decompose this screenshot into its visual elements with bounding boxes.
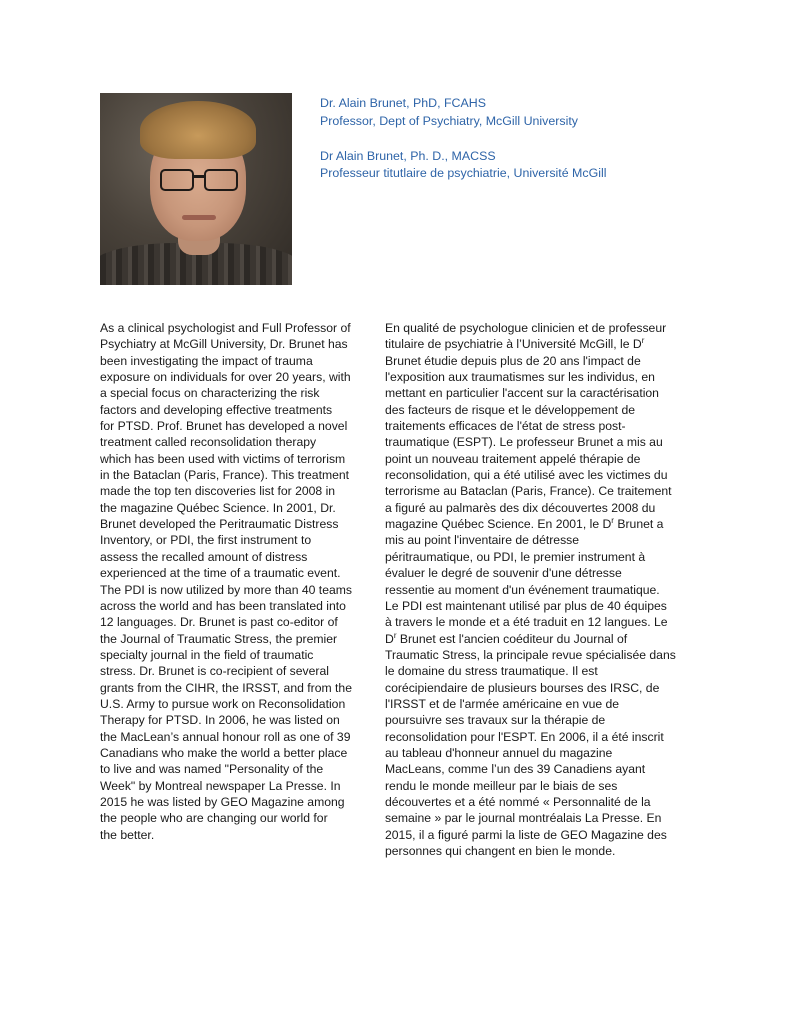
english-bio-line: been investigating the impact of trauma bbox=[100, 353, 313, 368]
english-bio-line: 2015 he was listed by GEO Magazine among bbox=[100, 794, 345, 809]
superscript-r: r bbox=[393, 630, 397, 640]
portrait-glasses-left bbox=[160, 169, 194, 191]
french-bio-line: péritraumatique, ou PDI, le premier instrument à bbox=[385, 549, 646, 564]
english-bio-line: U.S. Army to pursue work on Reconsolidation bbox=[100, 696, 346, 711]
french-bio-line: mettant en particulier l'accent sur la caractérisation bbox=[385, 386, 659, 401]
english-bio-line: experienced at the time of a traumatic event. bbox=[100, 566, 341, 581]
english-bio-line: Canadians who make the world a better place bbox=[100, 745, 348, 760]
french-bio-text: D bbox=[385, 631, 394, 646]
superscript-r: r bbox=[611, 516, 614, 526]
french-bio-line: traitements efficaces de l'état de stress post- bbox=[385, 419, 626, 434]
portrait-hair bbox=[140, 101, 256, 159]
english-bio-line: stress. Dr. Brunet is co-recipient of several bbox=[100, 664, 329, 679]
french-bio-line: à travers le monde et a été traduit en 12 langues. Le bbox=[385, 615, 668, 630]
french-bio-line: Brunet étudie depuis plus de 20 ans l'impact de bbox=[385, 353, 641, 368]
french-bio-line: le domaine du stress traumatique. Il est bbox=[385, 664, 598, 679]
english-bio-line: Psychiatry at McGill University, Dr. Brunet has bbox=[100, 337, 348, 352]
english-bio bbox=[100, 320, 372, 843]
french-bio-line: terrorisme au Bataclan (Paris, France). Ce traitement bbox=[385, 484, 672, 499]
english-bio-line: made the top ten discoveries list for 2008 in bbox=[100, 484, 336, 499]
french-bio-line: traumatique (ESPT). Le professeur Brunet a mis au bbox=[385, 435, 663, 450]
french-bio-line: évaluer le degré de souvenir d'une détresse bbox=[385, 566, 622, 581]
french-bio-text: Brunet est l'ancien coéditeur du Journal of bbox=[396, 631, 628, 646]
french-bio-line bbox=[385, 336, 685, 352]
french-bio-line: reconsolidation pour l'ESPT. En 2006, il a été inscrit bbox=[385, 729, 664, 744]
english-bio-line: factors and developing effective treatments bbox=[100, 402, 333, 417]
french-name: Dr Alain Brunet, Ph. D., MACSS bbox=[320, 148, 496, 163]
french-bio-line bbox=[385, 516, 685, 532]
portrait-mouth bbox=[182, 215, 216, 220]
french-bio-line: l'exposition aux traumatismes sur les individus, en bbox=[385, 370, 655, 385]
english-bio-line: As a clinical psychologist and Full Professor of bbox=[100, 321, 351, 335]
french-bio-line: personnes qui changent en bien le monde. bbox=[385, 844, 616, 858]
french-bio-line: des facteurs de risque et le développement de bbox=[385, 402, 636, 417]
english-bio-line: 12 languages. Dr. Brunet is past co-editor of bbox=[100, 615, 338, 630]
french-bio-line: point un nouveau traitement appelé thérapie de bbox=[385, 451, 641, 466]
english-title: Professor, Dept of Psychiatry, McGill University bbox=[320, 113, 578, 128]
french-title: Professeur titutlaire de psychiatrie, Université McGill bbox=[320, 166, 607, 180]
english-bio-line: across the world and has been translated into bbox=[100, 598, 346, 613]
superscript-r: r bbox=[641, 336, 645, 346]
english-bio-line: exposure on individuals for over 20 years, with bbox=[100, 370, 351, 385]
french-bio-line bbox=[385, 631, 685, 647]
french-bio-line: a figuré au palmarès des dix découvertes 2008 du bbox=[385, 500, 656, 515]
portrait-glasses-right bbox=[204, 169, 238, 191]
english-bio-line: Inventory, or PDI, the first instrument to bbox=[100, 533, 312, 548]
english-bio-line: Week" by Montreal newspaper La Presse. In bbox=[100, 778, 341, 793]
french-bio-line: au tableau d'honneur annuel du magazine bbox=[385, 745, 613, 760]
english-bio-line: in the Bataclan (Paris, France). This treatment bbox=[100, 468, 350, 483]
french-bio-line: Le PDI est maintenant utilisé par plus de 40 équipes bbox=[385, 598, 667, 613]
english-bio-line: which has been used with victims of terrorism bbox=[100, 451, 346, 466]
english-bio-line: Therapy for PTSD. In 2006, he was listed on bbox=[100, 713, 340, 728]
french-bio-text: titulaire de psychiatrie à l’Université McGill, le D bbox=[385, 337, 642, 352]
french-bio bbox=[385, 320, 685, 859]
english-bio-line: the people who are changing our world for bbox=[100, 811, 328, 826]
english-bio-line: the Journal of Traumatic Stress, the premier bbox=[100, 631, 338, 646]
english-bio-line: grants from the CIHR, the IRSST, and from the bbox=[100, 680, 352, 695]
french-bio-line: reconsolidation, qui a été utilisé avec les victimes du bbox=[385, 468, 668, 483]
english-bio-line: The PDI is now utilized by more than 40 teams bbox=[100, 582, 352, 597]
french-bio-text: magazine Québec Science. En 2001, le D bbox=[385, 517, 612, 532]
french-bio-line: l'IRSST et de l'armée américaine en vue de bbox=[385, 696, 620, 711]
english-bio-line: the magazine Québec Science. In 2001, Dr. bbox=[100, 500, 336, 515]
english-bio-line: Brunet developed the Peritraumatic Distress bbox=[100, 517, 339, 532]
english-bio-line: a special focus on characterizing the risk bbox=[100, 386, 320, 401]
english-bio-line: to live and was named "Personality of the bbox=[100, 762, 324, 777]
portrait-photo bbox=[100, 93, 292, 285]
french-bio-line: poursuivre ses travaux sur la thérapie de bbox=[385, 713, 606, 728]
french-bio-line: 2015, il a figuré parmi la liste de GEO Magazine des bbox=[385, 827, 667, 842]
french-bio-line: Traumatic Stress, la principale revue spécialisée dans bbox=[385, 647, 676, 662]
french-bio-line: corécipiendaire de plusieurs bourses des IRSC, de bbox=[385, 680, 660, 695]
french-bio-line: semaine » par le journal montréalais La Presse. En bbox=[385, 811, 662, 826]
english-name: Dr. Alain Brunet, PhD, FCAHS bbox=[320, 96, 486, 110]
french-bio-line: rendu le monde meilleur par le biais de ses bbox=[385, 778, 618, 793]
french-bio-line: En qualité de psychologue clinicien et de professeur bbox=[385, 321, 667, 335]
english-bio-line: for PTSD. Prof. Brunet has developed a novel bbox=[100, 419, 348, 434]
english-bio-line: assess the recalled amount of distress bbox=[100, 549, 308, 564]
english-bio-line: the MacLean’s annual honour roll as one of 39 bbox=[100, 729, 351, 744]
portrait-glasses-bridge bbox=[194, 175, 204, 178]
french-bio-text: Brunet a bbox=[613, 517, 664, 532]
french-bio-line: découvertes et a été nommé « Personnalité de la bbox=[385, 794, 651, 809]
english-bio-line: the better. bbox=[100, 827, 155, 842]
english-bio-line: specialty journal in the field of traumatic bbox=[100, 647, 314, 662]
french-bio-line: ressentie au moment d'un événement traumatique. bbox=[385, 582, 660, 597]
french-bio-line: mis au point l'inventaire de détresse bbox=[385, 533, 580, 548]
name-heading bbox=[320, 95, 606, 183]
french-bio-line: MacLeans, comme l’un des 39 Canadiens ayant bbox=[385, 762, 646, 777]
heading-spacer bbox=[320, 130, 606, 148]
english-bio-line: treatment called reconsolidation therapy bbox=[100, 435, 317, 450]
